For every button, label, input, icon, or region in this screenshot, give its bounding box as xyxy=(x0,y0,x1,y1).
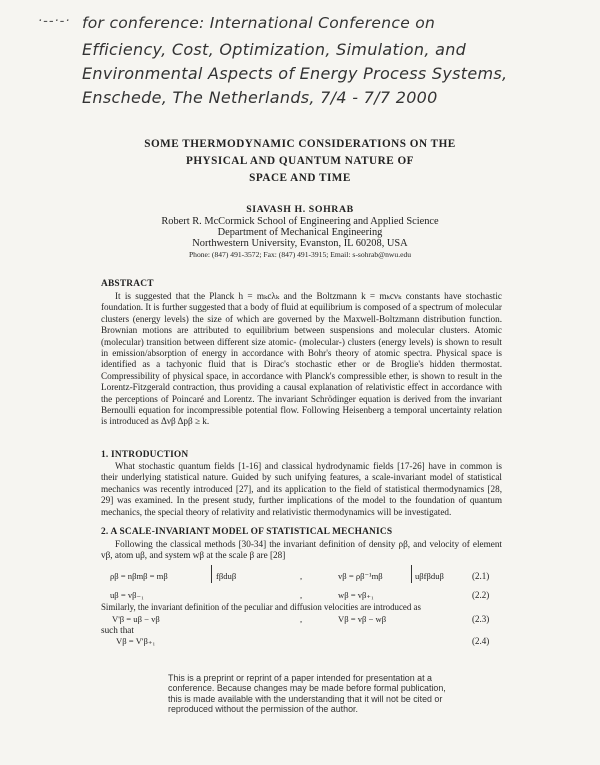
preprint-notice: This is a preprint or reprint of a paper intended for presentation at a conference. Because changes may be made before formal publication, this is made available with the understanding that it will not be cited or reproduced without the permission of the author. xyxy=(168,673,446,715)
handwritten-line-3: Environmental Aspects of Energy Process Systems, xyxy=(82,64,508,83)
equation-2-3-left: V'β = uβ − vβ xyxy=(112,614,160,624)
equation-2-2-right: wβ = vβ₊₁ xyxy=(338,590,374,600)
handwritten-mark: ·--·-· xyxy=(38,14,71,29)
author-contact: Phone: (847) 491-3572; Fax: (847) 491-3915; Email: s-sohrab@nwu.edu xyxy=(188,250,412,259)
such-that-text: such that xyxy=(101,625,134,635)
integral-sign xyxy=(211,565,212,583)
equation-2-4: Vβ = V'β₊₁ xyxy=(116,636,156,646)
equation-number-2-1: (2.1) xyxy=(472,571,490,581)
author-name: SIAVASH H. SOHRAB xyxy=(246,204,354,215)
equation-separator: , xyxy=(300,590,303,600)
paper-title-line-2: PHYSICAL AND QUANTUM NATURE OF xyxy=(186,155,414,167)
equation-2-1-left-integrand: fβduβ xyxy=(216,571,237,581)
equation-number-2-4: (2.4) xyxy=(472,636,490,646)
handwritten-line-4: Enschede, The Netherlands, 7/4 - 7/7 2000 xyxy=(82,88,438,107)
section-2-heading: 2. A SCALE-INVARIANT MODEL OF STATISTICAL MECHANICS xyxy=(101,527,393,537)
integral-sign xyxy=(411,565,412,583)
paper-title-line-1: SOME THERMODYNAMIC CONSIDERATIONS ON THE xyxy=(144,138,456,150)
handwritten-line-2: Efficiency, Cost, Optimization, Simulation, and xyxy=(82,40,467,59)
equation-2-2-left: uβ = vβ₋₁ xyxy=(110,590,145,600)
introduction-heading: 1. INTRODUCTION xyxy=(101,450,189,460)
equation-separator: , xyxy=(300,614,303,624)
abstract-body: It is suggested that the Planck h = mₖcλₖ and the Boltzmann k = mₖcνₖ constants have stochastic foundation. It is further suggested that a body of fluid at equilibrium is composed of a spectrum of molecular clusters (energy levels) the size of which are governed by the Maxwell-Boltzmann distribution function. Brownian motions are attributed to equilibrium between suspensions and molecular clusters. Atomic (molecular) transition between different size atomic- (molecular-) clusters (energy levels) is shown to result in emission/absorption of energy in accordance with Bohr's theory of atomic spectra. Physical space is identified as a tachyonic fluid that is Dirac's stochastic ether or de Broglie's hidden thermostat. Compressibility of physical space, in accordance with Planck's compressible ether, is shown to result in the Lorentz-Fitzgerald contraction, thus providing a causal explanation of relativistic effect in accordance with the perceptions of Poincaré and Lorentz. The invariant Schrödinger equation is derived from the invariant Bernoulli equation for incompressible potential flow. Following Heisenberg a temporal uncertainty relation is introduced as Δνβ Δpβ ≥ k. xyxy=(101,291,502,427)
section-2-paragraph-1: Following the classical methods [30-34] the invariant definition of density ρβ, and velocity of element vβ, atom uβ, and system wβ at the scale β are [28] xyxy=(101,539,502,561)
section-2-paragraph-2: Similarly, the invariant definition of the peculiar and diffusion velocities are introduced as xyxy=(101,602,421,612)
equation-separator: , xyxy=(300,571,303,581)
introduction-body: What stochastic quantum fields [1-16] and classical hydrodynamic fields [17-26] have in common is their underlying statistical nature. Guided by such unifying features, a scale-invariant model of statistical mechanics was recently introduced [27], and its application to the field of statistical thermodynamics [28, 29] was examined. In the present study, further implications of the model to the foundation of quantum mechanics, the special theory of relativity and relativistic thermodynamics will be investigated. xyxy=(101,461,502,517)
equation-number-2-3: (2.3) xyxy=(472,614,490,624)
author-affiliation-3: Northwestern University, Evanston, IL 60208, USA xyxy=(192,238,408,249)
paper-title-line-3: SPACE AND TIME xyxy=(249,172,351,184)
equation-2-3-right: Vβ = vβ − wβ xyxy=(338,614,387,624)
equation-2-1-left: ρβ = nβmβ = mβ xyxy=(110,571,168,581)
author-affiliation-1: Robert R. McCormick School of Engineering and Applied Science xyxy=(161,216,439,227)
author-affiliation-2: Department of Mechanical Engineering xyxy=(217,227,383,238)
equation-2-1-right: vβ = ρβ⁻¹mβ xyxy=(338,571,383,581)
equation-number-2-2: (2.2) xyxy=(472,590,490,600)
handwritten-line-1: for conference: International Conference on xyxy=(82,14,436,32)
abstract-heading: ABSTRACT xyxy=(101,279,154,289)
equation-2-1-right-integrand: uβfβduβ xyxy=(415,571,444,581)
